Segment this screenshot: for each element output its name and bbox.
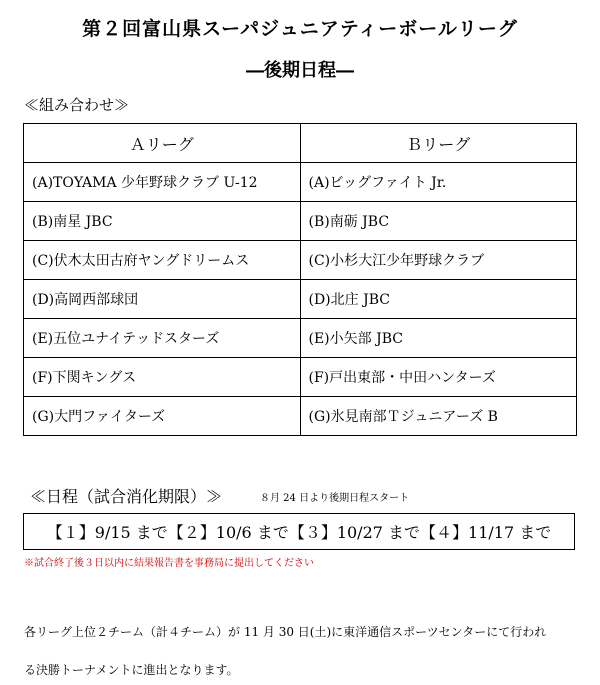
- footer-text-line-1: 各リーグ上位２チーム（計４チーム）が 11 月 30 日(土)に東洋通信スポーツセンターにて行われ: [24, 625, 547, 639]
- schedule-start-note: ８月 24 日より後期日程スタート: [260, 493, 410, 504]
- league-a-team: (G)大門ファイターズ: [24, 397, 301, 436]
- page-subtitle: ―後期日程―: [246, 60, 354, 81]
- table-row: [24, 163, 577, 202]
- page-title: 第２回富山県スーパジュニアティーボールリーグ: [82, 18, 518, 40]
- league-a-header: Ａリーグ: [24, 124, 301, 163]
- league-a-team: (C)伏木太田古府ヤングドリームス: [24, 241, 301, 280]
- report-warning: ※試合終了後３日以内に結果報告書を事務局に提出してください: [24, 558, 314, 569]
- schedule-heading: ≪日程（試合消化期限）≫: [30, 487, 223, 506]
- league-table-header-row: [24, 124, 577, 163]
- table-row: [24, 358, 577, 397]
- groups-section-label: ≪組み合わせ≫: [24, 96, 130, 114]
- schedule-deadlines: 【１】9/15 まで【２】10/6 まで【３】10/27 まで【４】11/17 まで: [46, 523, 552, 542]
- league-a-team: (D)高岡西部球団: [24, 280, 301, 319]
- table-row: [24, 241, 577, 280]
- league-b-team: (F)戸出東部・中田ハンターズ: [300, 358, 577, 397]
- league-table: [23, 123, 577, 436]
- league-a-team: (A)TOYAMA 少年野球クラブ U-12: [24, 163, 301, 202]
- table-row: [24, 280, 577, 319]
- league-b-header: Ｂリーグ: [300, 124, 577, 163]
- league-a-team: (B)南星 JBC: [24, 202, 301, 241]
- league-b-team: (D)北庄 JBC: [300, 280, 577, 319]
- schedule-deadlines-box: [23, 513, 575, 550]
- league-b-team: (G)氷見南部Ｔジュニアーズ B: [300, 397, 577, 436]
- table-row: [24, 319, 577, 358]
- league-b-team: (C)小杉大江少年野球クラブ: [300, 241, 577, 280]
- league-b-team: (E)小矢部 JBC: [300, 319, 577, 358]
- table-row: [24, 397, 577, 436]
- league-a-team: (F)下関キングス: [24, 358, 301, 397]
- footer-text-line-2: る決勝トーナメントに進出となります。: [24, 663, 239, 677]
- league-a-team: (E)五位ユナイテッドスターズ: [24, 319, 301, 358]
- league-b-team: (B)南砺 JBC: [300, 202, 577, 241]
- league-b-team: (A)ビッグファイト Jr.: [300, 163, 577, 202]
- table-row: [24, 202, 577, 241]
